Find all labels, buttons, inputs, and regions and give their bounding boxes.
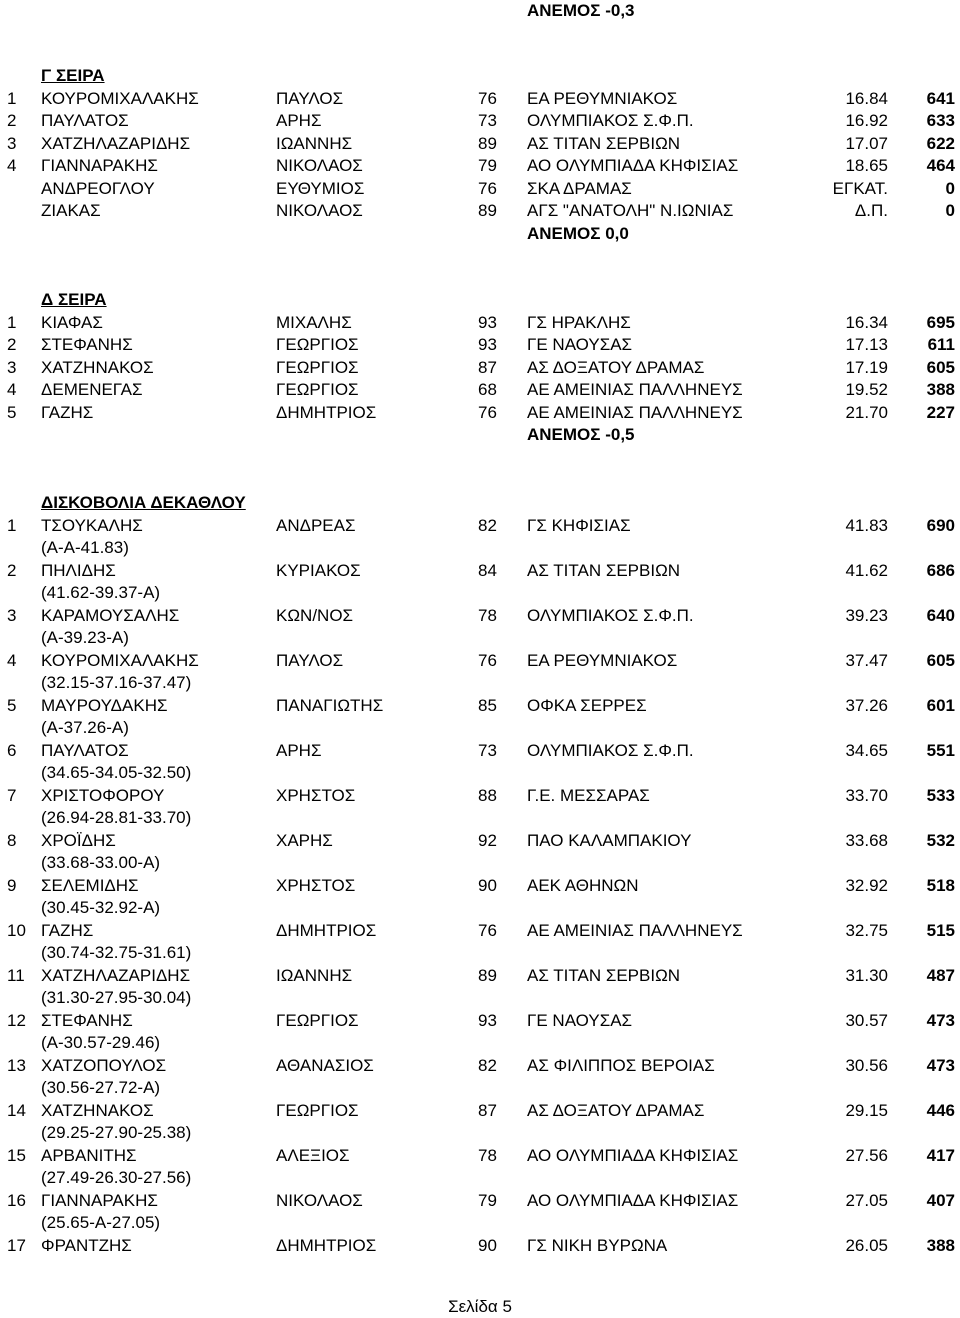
birth-year-cell: 76	[478, 920, 497, 940]
surname-cell: ΔΕΜΕΝΕΓΑΣ	[41, 380, 143, 399]
firstname-cell: ΑΛΕΞΙΟΣ	[276, 1145, 350, 1165]
table-row	[0, 740, 960, 762]
birth-year-cell: 89	[478, 133, 497, 153]
wind-line	[0, 223, 960, 245]
points-cell: 611	[927, 335, 955, 354]
surname-cell: ΣΤΕΦΑΝΗΣ	[41, 1010, 133, 1030]
surname-cell: ΦΡΑΝΤΖΗΣ	[41, 1235, 132, 1255]
points-cell: 518	[926, 875, 955, 895]
club-cell: ΓΣ ΚΗΦΙΣΙΑΣ	[527, 515, 631, 535]
firstname-cell: ΓΕΩΡΓΙΟΣ	[276, 1010, 359, 1030]
birth-year-cell: 85	[478, 695, 497, 715]
wind-reading: ΑΝΕΜΟΣ -0,3	[527, 1, 635, 20]
birth-year-cell: 68	[478, 380, 497, 399]
rank-cell: 2	[7, 111, 17, 130]
points-cell: 227	[926, 402, 955, 422]
attempts-series: (29.25-27.90-25.38)	[41, 1123, 192, 1142]
firstname-cell: ΠΑΝΑΓΙΩΤΗΣ	[276, 695, 384, 715]
surname-cell: ΓΑΖΗΣ	[41, 920, 94, 940]
table-row	[0, 357, 960, 379]
club-cell: ΑΣ ΔΟΞΑΤΟΥ ΔΡΑΜΑΣ	[527, 357, 705, 377]
points-cell: 532	[926, 830, 955, 850]
mark-cell: 29.15	[845, 1100, 888, 1120]
points-cell: 446	[926, 1100, 955, 1120]
attempts-line	[0, 1077, 960, 1099]
mark-cell: 37.26	[845, 695, 888, 715]
attempts-series: (30.74-32.75-31.61)	[41, 943, 192, 962]
firstname-cell: ΑΝΔΡΕΑΣ	[276, 515, 356, 535]
surname-cell: ΓΑΖΗΣ	[41, 402, 94, 422]
mark-cell: 19.52	[845, 380, 888, 399]
points-cell: 533	[926, 785, 955, 805]
rank-cell: 1	[7, 312, 17, 332]
attempts-series: (Α-37.26-Α)	[41, 718, 129, 737]
attempts-series: (27.49-26.30-27.56)	[41, 1168, 192, 1187]
club-cell: ΕΑ ΡΕΘΥΜΝΙΑΚΟΣ	[527, 650, 678, 670]
club-cell: ΠΑΟ ΚΑΛΑΜΠΑΚΙΟΥ	[527, 830, 692, 850]
surname-cell: ΑΡΒΑΝΙΤΗΣ	[41, 1145, 137, 1165]
birth-year-cell: 73	[478, 111, 497, 130]
table-row	[0, 560, 960, 582]
attempts-series: (Α-39.23-Α)	[41, 628, 129, 647]
mark-cell: 18.65	[845, 156, 888, 175]
attempts-line	[0, 807, 960, 829]
birth-year-cell: 76	[478, 650, 497, 670]
firstname-cell: ΚΩΝ/ΝΟΣ	[276, 605, 354, 625]
rank-cell: 14	[7, 1100, 26, 1120]
mark-cell: 31.30	[845, 965, 888, 985]
mark-cell: 32.92	[845, 875, 888, 895]
club-cell: ΑΕ ΑΜΕΙΝΙΑΣ ΠΑΛΛΗΝΕΥΣ	[527, 380, 743, 399]
surname-cell: ΠΑΥΛΑΤΟΣ	[41, 111, 129, 130]
mark-cell: 30.56	[845, 1055, 888, 1075]
rank-cell: 7	[7, 785, 17, 805]
birth-year-cell: 76	[478, 402, 497, 422]
firstname-cell: ΠΑΥΛΟΣ	[276, 88, 344, 108]
rank-cell: 5	[7, 402, 17, 422]
birth-year-cell: 79	[478, 156, 497, 175]
attempts-line	[0, 942, 960, 964]
birth-year-cell: 78	[478, 605, 497, 625]
birth-year-cell: 92	[478, 830, 497, 850]
attempts-line	[0, 1122, 960, 1144]
surname-cell: ΧΡΟΪΔΗΣ	[41, 830, 116, 850]
mark-cell: 16.34	[845, 312, 888, 332]
points-cell: 417	[926, 1145, 955, 1165]
table-row	[0, 695, 960, 717]
club-cell: ΑΕΚ ΑΘΗΝΩΝ	[527, 875, 639, 895]
birth-year-cell: 78	[478, 1145, 497, 1165]
attempts-line	[0, 672, 960, 694]
club-cell: ΓΣ ΗΡΑΚΛΗΣ	[527, 312, 631, 332]
table-row	[0, 110, 960, 132]
mark-cell: Δ.Π.	[854, 201, 888, 220]
firstname-cell: ΑΡΗΣ	[276, 111, 322, 130]
attempts-series: (Α-Α-41.83)	[41, 538, 129, 557]
mark-cell: 17.19	[845, 357, 888, 377]
table-row	[0, 334, 960, 356]
club-cell: ΑΣ ΦΙΛΙΠΠΟΣ ΒΕΡΟΙΑΣ	[527, 1055, 715, 1075]
firstname-cell: ΧΑΡΗΣ	[276, 830, 333, 850]
points-cell: 388	[926, 1235, 955, 1255]
points-cell: 695	[926, 312, 955, 332]
points-cell: 551	[926, 740, 955, 760]
firstname-cell: ΠΑΥΛΟΣ	[276, 650, 344, 670]
mark-cell: 16.84	[845, 88, 888, 108]
mark-cell: 21.70	[845, 402, 888, 422]
table-row	[0, 1100, 960, 1122]
attempts-series: (Α-30.57-29.46)	[41, 1033, 161, 1052]
rank-cell: 2	[7, 560, 17, 580]
attempts-series: (41.62-39.37-Α)	[41, 583, 161, 602]
rank-cell: 16	[7, 1190, 26, 1210]
rank-cell: 3	[7, 357, 17, 377]
surname-cell: ΠΗΛΙΔΗΣ	[41, 560, 116, 580]
surname-cell: ΧΑΤΖΗΛΑΖΑΡΙΔΗΣ	[41, 133, 191, 153]
firstname-cell: ΓΕΩΡΓΙΟΣ	[276, 380, 359, 399]
firstname-cell: ΧΡΗΣΤΟΣ	[276, 785, 356, 805]
firstname-cell: ΝΙΚΟΛΑΟΣ	[276, 156, 363, 175]
mark-cell: 27.05	[845, 1190, 888, 1210]
club-cell: ΟΛΥΜΠΙΑΚΟΣ Σ.Φ.Π.	[527, 111, 694, 130]
birth-year-cell: 76	[478, 178, 497, 198]
table-row	[0, 650, 960, 672]
table-row	[0, 1010, 960, 1032]
birth-year-cell: 79	[478, 1190, 497, 1210]
rank-cell: 9	[7, 875, 17, 895]
section-heading-line	[0, 492, 960, 514]
points-cell: 622	[926, 133, 955, 153]
table-row	[0, 1145, 960, 1167]
attempts-line	[0, 717, 960, 739]
firstname-cell: ΓΕΩΡΓΙΟΣ	[276, 335, 359, 354]
birth-year-cell: 93	[478, 312, 497, 332]
rank-cell: 5	[7, 695, 17, 715]
table-row	[0, 133, 960, 155]
club-cell: ΑΕ ΑΜΕΙΝΙΑΣ ΠΑΛΛΗΝΕΥΣ	[527, 402, 743, 422]
mark-cell: 33.68	[845, 830, 888, 850]
attempts-series: (32.15-37.16-37.47)	[41, 673, 192, 692]
points-cell: 0	[945, 178, 955, 198]
section-heading-line	[0, 65, 960, 87]
firstname-cell: ΑΡΗΣ	[276, 740, 322, 760]
table-row	[0, 379, 960, 401]
birth-year-cell: 90	[478, 875, 497, 895]
club-cell: ΑΕ ΑΜΕΙΝΙΑΣ ΠΑΛΛΗΝΕΥΣ	[527, 920, 743, 940]
points-cell: 690	[926, 515, 955, 535]
club-cell: ΑΟ ΟΛΥΜΠΙΑΔΑ ΚΗΦΙΣΙΑΣ	[527, 156, 739, 175]
points-cell: 473	[926, 1010, 955, 1030]
points-cell: 601	[926, 695, 955, 715]
mark-cell: 30.57	[845, 1010, 888, 1030]
rank-cell: 12	[7, 1010, 26, 1030]
mark-cell: 17.07	[845, 133, 888, 153]
rank-cell: 11	[7, 965, 25, 985]
attempts-line	[0, 987, 960, 1009]
club-cell: ΟΛΥΜΠΙΑΚΟΣ Σ.Φ.Π.	[527, 740, 694, 760]
attempts-line	[0, 1032, 960, 1054]
surname-cell: ΧΑΤΖΟΠΟΥΛΟΣ	[41, 1055, 167, 1075]
surname-cell: ΤΣΟΥΚΑΛΗΣ	[41, 515, 143, 535]
club-cell: ΑΣ ΤΙΤΑΝ ΣΕΡΒΙΩΝ	[527, 133, 681, 153]
firstname-cell: ΙΩΑΝΝΗΣ	[276, 133, 353, 153]
points-cell: 515	[926, 920, 955, 940]
firstname-cell: ΚΥΡΙΑΚΟΣ	[276, 560, 361, 580]
attempts-series: (33.68-33.00-Α)	[41, 853, 161, 872]
club-cell: ΟΛΥΜΠΙΑΚΟΣ Σ.Φ.Π.	[527, 605, 694, 625]
rank-cell: 13	[7, 1055, 26, 1075]
firstname-cell: ΙΩΑΝΝΗΣ	[276, 965, 353, 985]
rank-cell: 3	[7, 133, 17, 153]
attempts-line	[0, 897, 960, 919]
attempts-line	[0, 762, 960, 784]
surname-cell: ΓΙΑΝΝΑΡΑΚΗΣ	[41, 156, 158, 175]
table-row	[0, 965, 960, 987]
rank-cell: 10	[7, 920, 26, 940]
event-heading: ΔΙΣΚΟΒΟΛΙΑ ΔΕΚΑΘΛΟΥ	[41, 493, 246, 512]
section-heading-line	[0, 289, 960, 311]
surname-cell: ΧΑΤΖΗΛΑΖΑΡΙΔΗΣ	[41, 965, 191, 985]
birth-year-cell: 87	[478, 357, 497, 377]
points-cell: 407	[926, 1190, 955, 1210]
mark-cell: 34.65	[845, 740, 888, 760]
attempts-line	[0, 1167, 960, 1189]
firstname-cell: ΝΙΚΟΛΑΟΣ	[276, 201, 363, 220]
club-cell: ΟΦΚΑ ΣΕΡΡΕΣ	[527, 695, 647, 715]
firstname-cell: ΧΡΗΣΤΟΣ	[276, 875, 356, 895]
club-cell: ΑΟ ΟΛΥΜΠΙΑΔΑ ΚΗΦΙΣΙΑΣ	[527, 1190, 739, 1210]
mark-cell: 41.62	[845, 560, 888, 580]
birth-year-cell: 93	[478, 1010, 497, 1030]
surname-cell: ΚΟΥΡΟΜΙΧΑΛΑΚΗΣ	[41, 650, 199, 670]
birth-year-cell: 88	[478, 785, 497, 805]
page-footer: Σελίδα 5	[448, 1297, 512, 1316]
points-cell: 640	[926, 605, 955, 625]
rank-cell: 15	[7, 1145, 26, 1165]
mark-cell: 37.47	[845, 650, 888, 670]
points-cell: 464	[926, 156, 955, 175]
table-row	[0, 875, 960, 897]
attempts-line	[0, 582, 960, 604]
birth-year-cell: 87	[478, 1100, 497, 1120]
points-cell: 641	[926, 88, 955, 108]
series-heading: Δ ΣΕΙΡΑ	[41, 290, 107, 309]
birth-year-cell: 73	[478, 740, 497, 760]
surname-cell: ΖΙΑΚΑΣ	[41, 201, 101, 220]
club-cell: Γ.Ε. ΜΕΣΣΑΡΑΣ	[527, 785, 650, 805]
points-cell: 388	[926, 380, 955, 399]
birth-year-cell: 89	[478, 965, 497, 985]
rank-cell: 4	[7, 650, 17, 670]
birth-year-cell: 90	[478, 1235, 497, 1255]
attempts-series: (30.45-32.92-Α)	[41, 898, 161, 917]
mark-cell: 39.23	[845, 605, 888, 625]
club-cell: ΣΚΑ ΔΡΑΜΑΣ	[527, 178, 632, 198]
firstname-cell: ΕΥΘΥΜΙΟΣ	[276, 178, 365, 198]
attempts-series: (31.30-27.95-30.04)	[41, 988, 192, 1007]
attempts-series: (26.94-28.81-33.70)	[41, 808, 192, 827]
rank-cell: 3	[7, 605, 17, 625]
points-cell: 487	[926, 965, 955, 985]
surname-cell: ΚΟΥΡΟΜΙΧΑΛΑΚΗΣ	[41, 88, 199, 108]
firstname-cell: ΔΗΜΗΤΡΙΟΣ	[276, 402, 377, 422]
table-row	[0, 920, 960, 942]
table-row	[0, 88, 960, 110]
points-cell: 0	[945, 201, 955, 220]
mark-cell: 17.13	[845, 335, 888, 354]
club-cell: ΓΣ ΝΙΚΗ ΒΥΡΩΝΑ	[527, 1235, 668, 1255]
club-cell: ΑΓΣ "ΑΝΑΤΟΛΗ" Ν.ΙΩΝΙΑΣ	[527, 201, 734, 220]
mark-cell: 26.05	[845, 1235, 888, 1255]
wind-reading: ΑΝΕΜΟΣ 0,0	[527, 223, 629, 243]
surname-cell: ΧΡΙΣΤΟΦΟΡΟΥ	[41, 785, 165, 805]
firstname-cell: ΔΗΜΗΤΡΙΟΣ	[276, 920, 377, 940]
club-cell: ΑΣ ΤΙΤΑΝ ΣΕΡΒΙΩΝ	[527, 560, 681, 580]
table-row	[0, 402, 960, 424]
birth-year-cell: 76	[478, 88, 497, 108]
mark-cell: 32.75	[845, 920, 888, 940]
club-cell: ΑΣ ΔΟΞΑΤΟΥ ΔΡΑΜΑΣ	[527, 1100, 705, 1120]
club-cell: ΓΕ ΝΑΟΥΣΑΣ	[527, 1010, 633, 1030]
attempts-line	[0, 537, 960, 559]
rank-cell: 8	[7, 830, 17, 850]
rank-cell: 1	[7, 88, 17, 108]
rank-cell: 17	[7, 1235, 26, 1255]
birth-year-cell: 89	[478, 201, 497, 220]
table-row	[0, 178, 960, 200]
attempts-series: (34.65-34.05-32.50)	[41, 763, 192, 782]
birth-year-cell: 93	[478, 335, 497, 354]
points-cell: 605	[926, 650, 955, 670]
top-wind-line	[0, 0, 960, 22]
club-cell: ΑΟ ΟΛΥΜΠΙΑΔΑ ΚΗΦΙΣΙΑΣ	[527, 1145, 739, 1165]
points-cell: 686	[926, 560, 955, 580]
rank-cell: 1	[7, 515, 17, 535]
surname-cell: ΓΙΑΝΝΑΡΑΚΗΣ	[41, 1190, 158, 1210]
mark-cell: 16.92	[845, 111, 888, 130]
table-row	[0, 515, 960, 537]
birth-year-cell: 84	[478, 560, 497, 580]
table-row	[0, 200, 960, 222]
table-row	[0, 1235, 960, 1257]
points-cell: 605	[926, 357, 955, 377]
table-row	[0, 830, 960, 852]
rank-cell: 4	[7, 156, 17, 175]
firstname-cell: ΝΙΚΟΛΑΟΣ	[276, 1190, 363, 1210]
club-cell: ΑΣ ΤΙΤΑΝ ΣΕΡΒΙΩΝ	[527, 965, 681, 985]
table-row	[0, 1055, 960, 1077]
attempts-series: (30.56-27.72-Α)	[41, 1078, 161, 1097]
birth-year-cell: 82	[478, 515, 497, 535]
wind-line	[0, 424, 960, 446]
surname-cell: ΚΙΑΦΑΣ	[41, 312, 103, 332]
birth-year-cell: 82	[478, 1055, 497, 1075]
firstname-cell: ΜΙΧΑΛΗΣ	[276, 312, 352, 332]
surname-cell: ΣΤΕΦΑΝΗΣ	[41, 335, 133, 354]
surname-cell: ΚΑΡΑΜΟΥΣΑΛΗΣ	[41, 605, 180, 625]
firstname-cell: ΓΕΩΡΓΙΟΣ	[276, 1100, 359, 1120]
firstname-cell: ΔΗΜΗΤΡΙΟΣ	[276, 1235, 377, 1255]
table-row	[0, 1190, 960, 1212]
attempts-line	[0, 1212, 960, 1234]
surname-cell: ΧΑΤΖΗΝΑΚΟΣ	[41, 1100, 154, 1120]
surname-cell: ΧΑΤΖΗΝΑΚΟΣ	[41, 357, 154, 377]
surname-cell: ΠΑΥΛΑΤΟΣ	[41, 740, 129, 760]
mark-cell: ΕΓΚΑΤ.	[832, 178, 888, 198]
table-row	[0, 312, 960, 334]
surname-cell: ΑΝΔΡΕΟΓΛΟΥ	[41, 178, 155, 198]
points-cell: 473	[926, 1055, 955, 1075]
wind-reading: ΑΝΕΜΟΣ -0,5	[527, 425, 635, 444]
rank-cell: 6	[7, 740, 17, 760]
rank-cell: 2	[7, 335, 17, 354]
surname-cell: ΣΕΛΕΜΙΔΗΣ	[41, 875, 139, 895]
club-cell: ΓΕ ΝΑΟΥΣΑΣ	[527, 335, 633, 354]
mark-cell: 33.70	[845, 785, 888, 805]
attempts-series: (25.65-Α-27.05)	[41, 1213, 161, 1232]
table-row	[0, 155, 960, 177]
surname-cell: ΜΑΥΡΟΥΔΑΚΗΣ	[41, 695, 168, 715]
firstname-cell: ΓΕΩΡΓΙΟΣ	[276, 357, 359, 377]
points-cell: 633	[926, 111, 955, 130]
series-heading: Γ ΣΕΙΡΑ	[41, 66, 105, 85]
club-cell: ΕΑ ΡΕΘΥΜΝΙΑΚΟΣ	[527, 88, 678, 108]
table-row	[0, 605, 960, 627]
mark-cell: 41.83	[845, 515, 888, 535]
mark-cell: 27.56	[845, 1145, 888, 1165]
firstname-cell: ΑΘΑΝΑΣΙΟΣ	[276, 1055, 374, 1075]
attempts-line	[0, 852, 960, 874]
attempts-line	[0, 627, 960, 649]
table-row	[0, 785, 960, 807]
rank-cell: 4	[7, 380, 17, 399]
